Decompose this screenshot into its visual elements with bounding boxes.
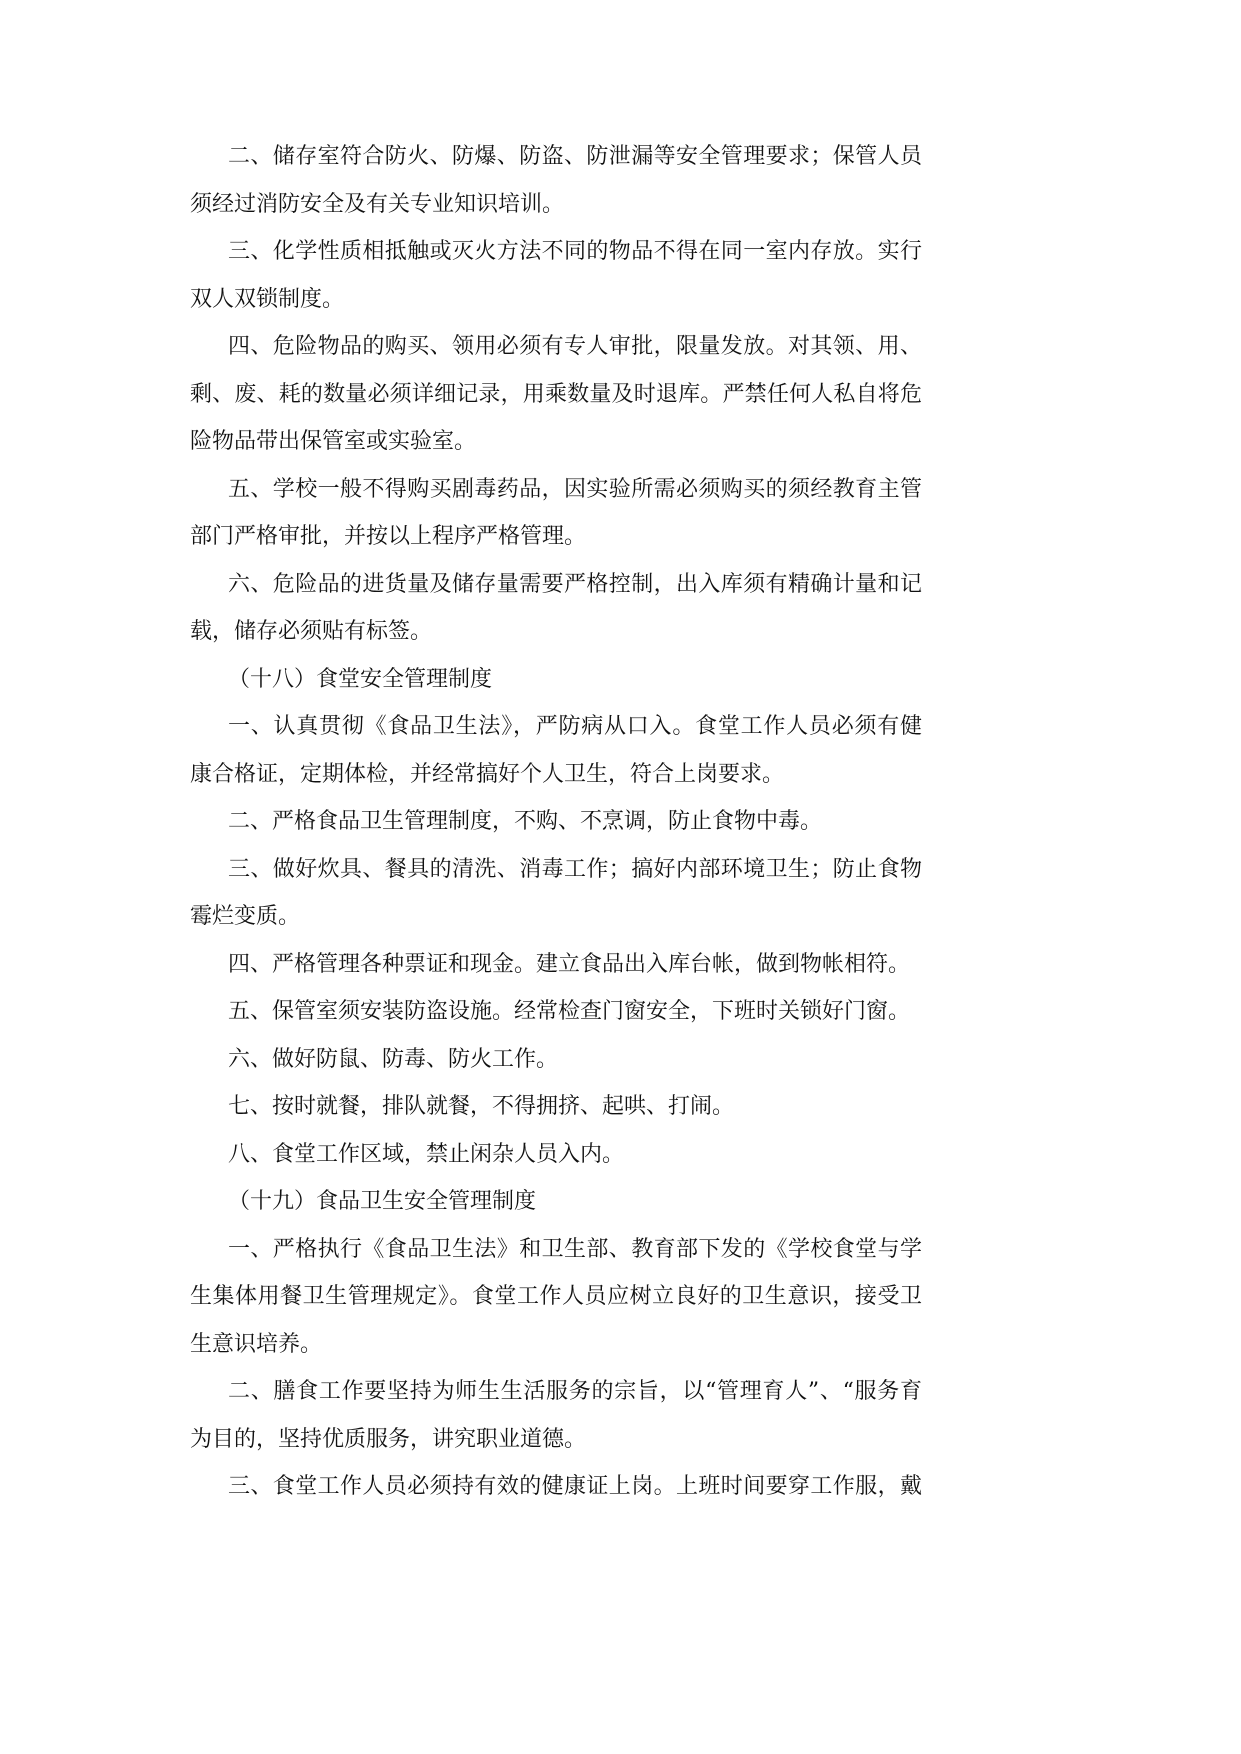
text-line: 二、膳食工作要坚持为师生生活服务的宗旨，以“管理育人”、“服务育 xyxy=(228,1379,922,1404)
paragraph xyxy=(190,1131,922,1179)
text-line: 险物品带出保管室或实验室。 xyxy=(190,429,477,454)
text-line: 四、危险物品的购买、领用必须有专人审批，限量发放。对其领、用、 xyxy=(228,334,922,359)
text-line: 须经过消防安全及有关专业知识培训。 xyxy=(190,191,565,217)
paragraph xyxy=(190,1036,922,1084)
text-line: 为目的，坚持优质服务，讲究职业道德。 xyxy=(190,1426,587,1452)
text-line: 三、做好炊具、餐具的清洗、消毒工作；搞好内部环境卫生；防止食物 xyxy=(228,856,922,882)
paragraph xyxy=(190,1226,922,1369)
document-body xyxy=(190,133,922,1511)
paragraph xyxy=(190,846,922,941)
text-line: 五、保管室须安装防盗设施。经常检查门窗安全，下班时关锁好门窗。 xyxy=(228,999,911,1024)
text-line: 五、学校一般不得购买剧毒药品，因实验所需必须购买的须经教育主管 xyxy=(228,476,922,502)
text-line: 二、储存室符合防火、防爆、防盗、防泄漏等安全管理要求；保管人员 xyxy=(228,144,922,169)
text-line: 四、严格管理各种票证和现金。建立食品出入库台帐，做到物帐相符。 xyxy=(228,951,911,977)
paragraph xyxy=(190,1083,922,1131)
text-line: 康合格证，定期体检，并经常搞好个人卫生，符合上岗要求。 xyxy=(190,761,785,787)
paragraph xyxy=(190,656,922,704)
paragraph xyxy=(190,798,922,846)
paragraph xyxy=(190,988,922,1036)
text-line: 载，储存必须贴有标签。 xyxy=(190,619,433,644)
text-line: 一、认真贯彻《食品卫生法》，严防病从口入。食堂工作人员必须有健 xyxy=(228,714,922,739)
paragraph xyxy=(190,1463,922,1511)
text-line: 六、危险品的进货量及储存量需要严格控制，出入库须有精确计量和记 xyxy=(228,571,922,597)
paragraph xyxy=(190,1178,922,1226)
text-line: 生意识培养。 xyxy=(190,1331,323,1357)
text-line: 霉烂变质。 xyxy=(190,904,301,929)
paragraph xyxy=(190,703,922,798)
paragraph xyxy=(190,228,922,323)
text-line: （十九）食品卫生安全管理制度 xyxy=(228,1189,537,1214)
text-line: 部门严格审批，并按以上程序严格管理。 xyxy=(190,524,587,549)
text-line: 三、化学性质相抵触或灭火方法不同的物品不得在同一室内存放。实行 xyxy=(228,239,922,264)
paragraph xyxy=(190,133,922,228)
text-line: 三、食堂工作人员必须持有效的健康证上岗。上班时间要穿工作服，戴 xyxy=(228,1474,922,1499)
paragraph xyxy=(190,941,922,989)
paragraph xyxy=(190,561,922,656)
text-line: 六、做好防鼠、防毒、防火工作。 xyxy=(228,1046,559,1072)
text-line: 八、食堂工作区域，禁止闲杂人员入内。 xyxy=(228,1141,625,1167)
text-line: 双人双锁制度。 xyxy=(190,286,345,312)
text-line: 生集体用餐卫生管理规定》。食堂工作人员应树立良好的卫生意识，接受卫 xyxy=(190,1284,922,1309)
paragraph xyxy=(190,466,922,561)
text-line: （十八）食堂安全管理制度 xyxy=(228,666,493,692)
text-line: 七、按时就餐，排队就餐，不得拥挤、起哄、打闹。 xyxy=(228,1094,735,1119)
text-line: 剩、废、耗的数量必须详细记录，用乘数量及时退库。严禁任何人私自将危 xyxy=(190,381,922,407)
paragraph xyxy=(190,1368,922,1463)
text-line: 一、严格执行《食品卫生法》和卫生部、教育部下发的《学校食堂与学 xyxy=(228,1236,922,1262)
paragraph xyxy=(190,323,922,466)
text-line: 二、严格食品卫生管理制度，不购、不烹调，防止食物中毒。 xyxy=(228,809,823,834)
